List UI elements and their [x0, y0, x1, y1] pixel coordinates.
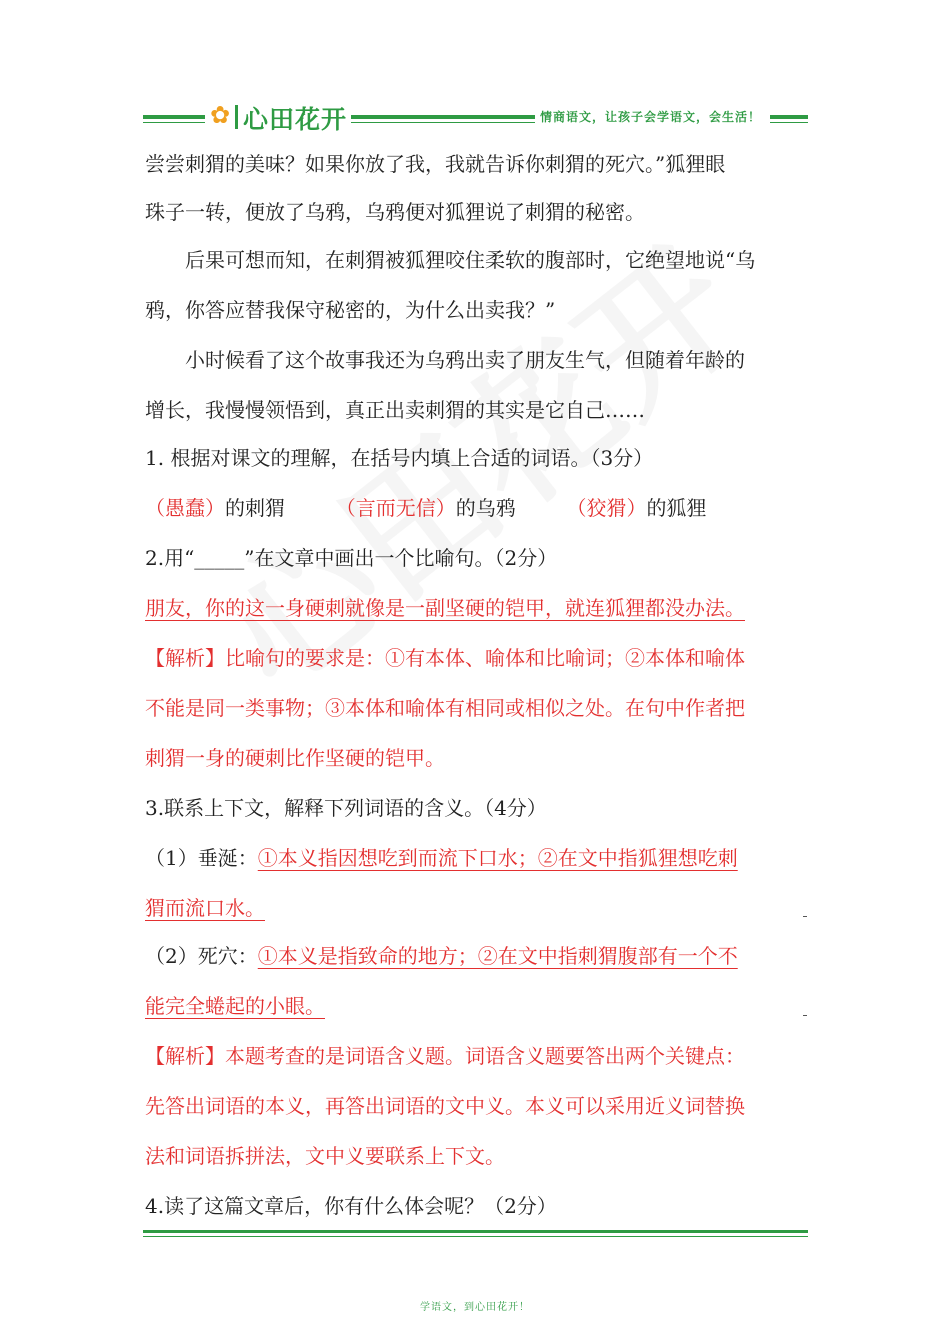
q1-answer-1: 愚蠢 — [165, 496, 205, 520]
sunflower-icon: ✿ — [210, 101, 231, 129]
question-2-answer: 朋友，你的这一身硬刺就像是一副坚硬的铠甲，就连狐狸都没办法。 — [145, 596, 745, 620]
q2-analysis-line-1: 【解析】比喻句的要求是：①有本体、喻体和比喻词；②本体和喻体 — [145, 646, 745, 670]
q3-analysis-line-3: 法和词语拆拼法，文中义要联系上下文。 — [145, 1144, 505, 1168]
logo-divider — [235, 105, 238, 129]
story-line-2: 珠子一转，便放了乌鸦，乌鸦便对狐狸说了刺猬的秘密。 — [145, 200, 645, 224]
question-3-title: 3.联系上下文，解释下列词语的含义。（4分） — [145, 796, 547, 820]
q1-blank-1: （愚蠢） — [145, 496, 225, 520]
footer-text: 学语文，到心田花开！ — [420, 1302, 530, 1313]
story-line-1: 尝尝刺猬的美味？如果你放了我，我就告诉你刺猬的死穴。”狐狸眼 — [145, 152, 726, 176]
q3-part-1 — [145, 844, 738, 872]
logo-text: 心田花开 — [243, 105, 348, 134]
q3-part-1-answer: ①本义指因想吃到而流下口水；②在文中指狐狸想吃刺 — [257, 846, 738, 870]
q1-answer-3: 狡猾 — [586, 496, 627, 520]
header-rule-right-thin — [770, 122, 808, 123]
question-2-title: 2.用“_____”在文章中画出一个比喻句。（2分） — [145, 546, 558, 570]
story-line-4: 鸦，你答应替我保守秘密的，为什么出卖我？” — [145, 298, 556, 322]
q3-part-1-answer-cont: 猬而流口水。 — [145, 896, 265, 920]
q2-analysis-line-3: 刺猬一身的硬刺比作坚硬的铠甲。 — [145, 746, 445, 770]
header-rule-left-thin — [143, 122, 205, 123]
q3-analysis-line-2: 先答出词语的本义，再答出词语的文中义。本义可以采用近义词替换 — [145, 1094, 745, 1118]
q3-part-2-label: （2）死穴： — [145, 944, 258, 968]
q3-part-2-answer-cont: 能完全蜷起的小眼。 — [145, 994, 325, 1018]
question-1-answers: （愚蠢）的刺猬 （言而无信）的乌鸦 （狡猾）的狐狸 — [145, 496, 707, 520]
q3-part-2-answer: ①本义是指致命的地方；②在文中指刺猬腹部有一个不 — [257, 944, 738, 968]
header-rule-left-thick — [143, 115, 205, 119]
story-line-3: 后果可想而知，在刺猬被狐狸咬住柔软的腹部时，它绝望地说“乌 — [185, 248, 756, 272]
page-header — [143, 100, 808, 134]
story-line-6: 增长，我慢慢领悟到，真正出卖刺猬的其实是它自己…… — [145, 398, 645, 422]
line-mark — [803, 916, 807, 917]
q2-analysis-line-2: 不能是同一类事物；③本体和喻体有相同或相似之处。在句中作者把 — [145, 696, 745, 720]
header-slogan: 情商语文，让孩子会学语文，会生活！ — [540, 110, 762, 124]
q1-suffix-2: 的乌鸦 — [455, 496, 516, 520]
q1-suffix-1: 的刺猬 — [225, 496, 285, 520]
header-rule-mid-thin — [351, 122, 535, 123]
q3-part-1-label: （1）垂涎： — [145, 846, 258, 870]
line-mark — [803, 1015, 807, 1016]
q1-answer-2: 言而无信 — [355, 496, 436, 520]
q3-analysis-line-1: 【解析】本题考查的是词语含义题。词语含义题要答出两个关键点： — [145, 1044, 745, 1068]
footer-rule-thin — [143, 1236, 808, 1237]
q1-suffix-3: 的狐狸 — [646, 496, 707, 520]
header-rule-right-thick — [770, 115, 808, 119]
footer-rule-thick — [143, 1230, 808, 1233]
header-rule-mid-thick — [351, 115, 535, 119]
story-line-5: 小时候看了这个故事我还为乌鸦出卖了朋友生气，但随着年龄的 — [185, 348, 745, 372]
q3-part-2 — [145, 942, 738, 970]
question-4-title: 4.读了这篇文章后，你有什么体会呢？（2分） — [145, 1194, 557, 1218]
question-1-title: 1. 根据对课文的理解，在括号内填上合适的词语。（3分） — [145, 446, 654, 470]
